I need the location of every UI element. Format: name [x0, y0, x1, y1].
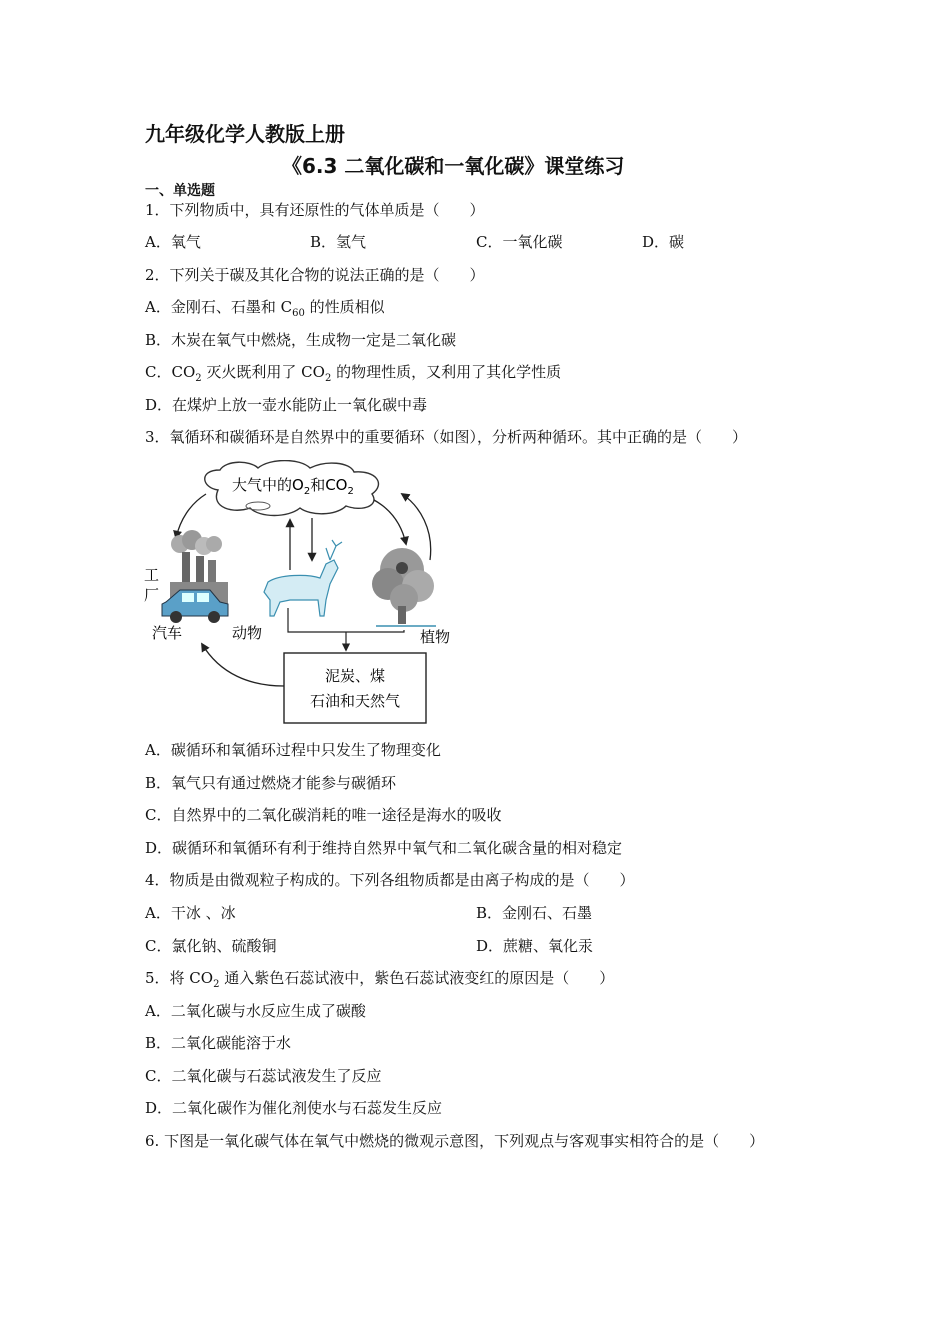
fossil-label-1: 泥炭、煤 [324, 667, 386, 685]
q4-option-b: B．金刚石、石墨 [476, 904, 593, 922]
question-3-stem: 3．氧循环和碳循环是自然界中的重要循环（如图），分析两种循环。其中正确的是（ ） [145, 428, 748, 446]
q2-option-d: D．在煤炉上放一壶水能防止一氧化碳中毒 [145, 396, 428, 414]
q4-option-c: C．氯化钠、硫酸铜 [145, 937, 277, 955]
q1-option-d: D．碳 [642, 233, 685, 251]
line-animal-down [288, 608, 404, 632]
question-4-stem: 4．物质是由微观粒子构成的。下列各组物质都是由离子构成的是（ ） [145, 871, 635, 889]
q1-option-b: B．氢气 [310, 233, 367, 251]
q1-option-c: C．一氧化碳 [476, 233, 563, 251]
tree-icon [372, 548, 436, 626]
title-line2: 《6.3 二氧化碳和一氧化碳》课堂练习 [282, 154, 625, 178]
deer-icon [264, 540, 342, 616]
q2-option-c: C．$CO_2$ 灭火既利用了 $CO_2$ 的物理性质，又利用了其化学性质 [145, 363, 562, 384]
question-2-stem: 2．下列关于碳及其化合物的说法正确的是（ ） [145, 266, 485, 284]
factory-label-1: 工 [144, 566, 160, 584]
oxygen-carbon-cycle-figure [140, 460, 460, 728]
fossil-label-2: 石油和天然气 [309, 692, 401, 710]
q3-option-b: B．氧气只有通过燃烧才能参与碳循环 [145, 774, 397, 792]
q5-option-a: A．二氧化碳与水反应生成了碳酸 [145, 1002, 366, 1020]
q5-option-d: D．二氧化碳作为催化剂使水与石蕊发生反应 [145, 1099, 443, 1117]
section-heading: 一、单选题 [145, 183, 215, 199]
q2-option-a: A．金刚石、石墨和 $C_{60}$ 的性质相似 [145, 298, 385, 319]
question-1-stem: 1．下列物质中，具有还原性的气体单质是（ ） [145, 201, 485, 219]
title-line1: 九年级化学人教版上册 [145, 122, 345, 146]
q3-option-d: D．碳循环和氧循环有利于维持自然界中氧气和二氧化碳含量的相对稳定 [145, 839, 623, 857]
q4-option-d: D．蔗糖、氧化汞 [476, 937, 594, 955]
q4-option-a: A．干冰 、冰 [145, 904, 236, 922]
q2-option-b: B．木炭在氧气中燃烧，生成物一定是二氧化碳 [145, 331, 457, 349]
car-label: 汽车 [152, 624, 183, 642]
q1-option-a: A．氧气 [145, 233, 201, 251]
q3-option-a: A．碳循环和氧循环过程中只发生了物理变化 [145, 741, 441, 759]
fossil-fuel-box [284, 653, 426, 723]
cloud-label: 大气中的$O_2$和$CO_2$ [232, 476, 354, 497]
q5-option-c: C．二氧化碳与石蕊试液发生了反应 [145, 1067, 382, 1085]
arrow-fossil-to-car [202, 644, 284, 686]
arrow-cloud-to-plant [374, 500, 406, 544]
question-6-stem: 6. 下图是一氧化碳气体在氧气中燃烧的微观示意图，下列观点与客观事实相符合的是（ ） [145, 1132, 765, 1150]
q5-option-b: B．二氧化碳能溶于水 [145, 1034, 292, 1052]
plant-label: 植物 [420, 628, 451, 646]
factory-label-2: 厂 [144, 586, 160, 604]
question-5-stem: 5．将 $CO_2$ 通入紫色石蕊试液中，紫色石蕊试液变红的原因是（ ） [145, 969, 615, 990]
q3-option-c: C．自然界中的二氧化碳消耗的唯一途径是海水的吸收 [145, 806, 502, 824]
animal-label: 动物 [232, 624, 263, 642]
